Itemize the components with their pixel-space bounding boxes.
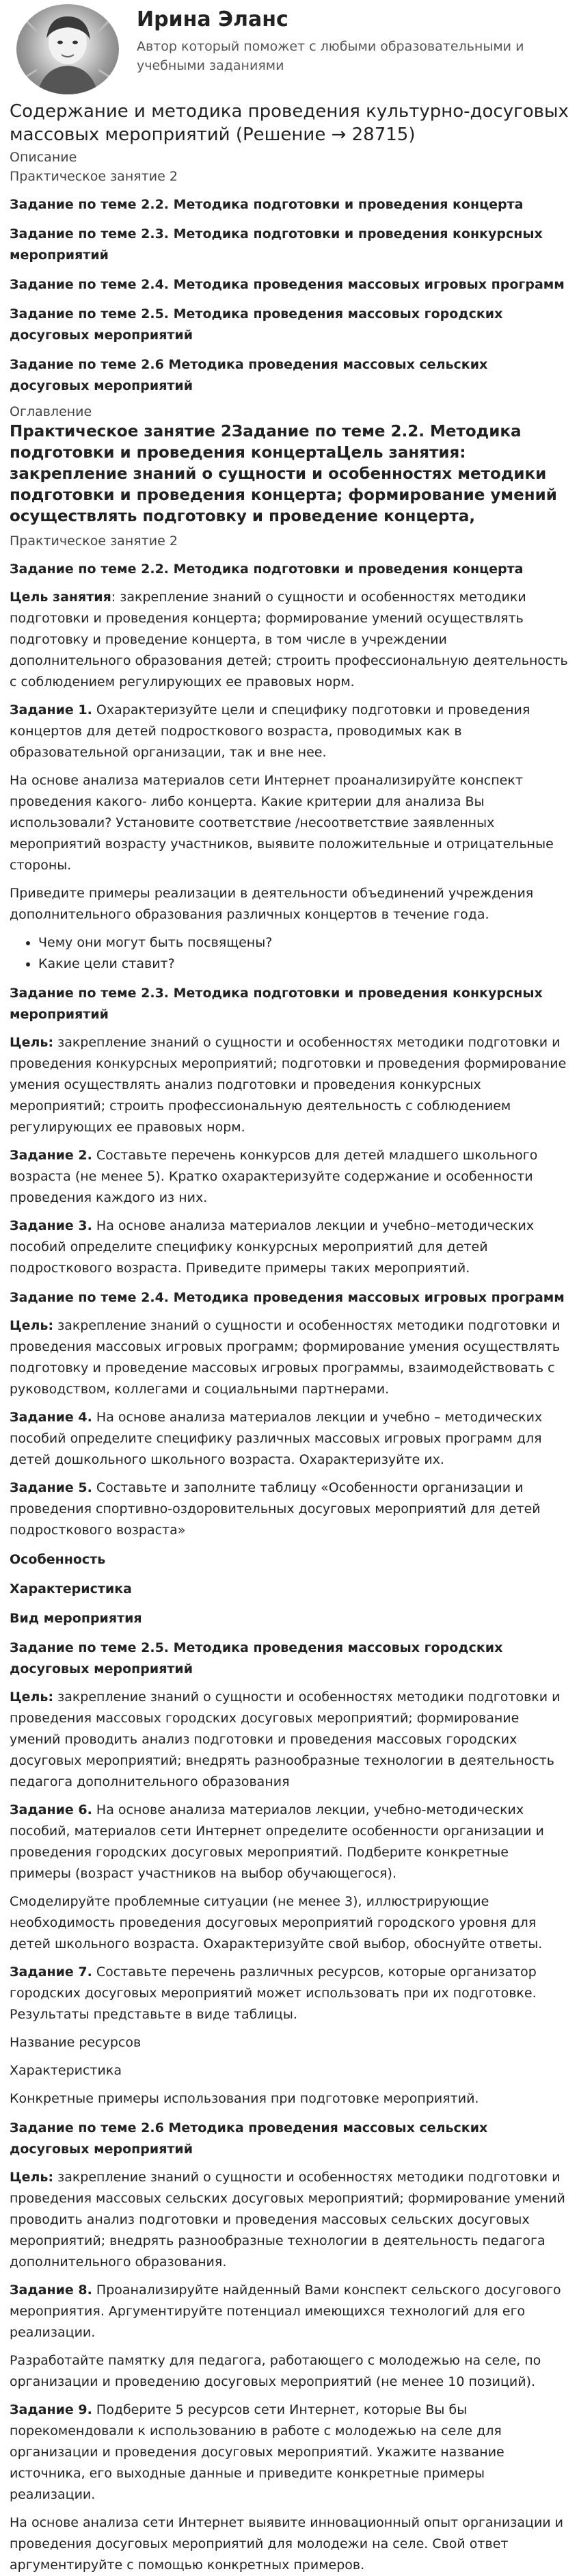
section-2-5-goal — [10, 1687, 569, 1793]
goal-text: закрепление знаний о сущности и особенностях методики подготовки и проведения конкурсных мероприятий; подготовки и проведения формирование умения осуществлять анализ подготовки и проведения конкурсных мероприятий; строить профессиональную деятельность с соблюдением регулирующих ее правовых норм. — [10, 1035, 567, 1135]
author-description: Автор который поможет с любыми образовательными и учебными заданиями — [137, 39, 524, 73]
author-name[interactable]: Ирина Эланс — [137, 8, 288, 31]
list-item: • Какие цели ставит? — [38, 954, 569, 975]
table-header-examples: Конкретные примеры использования при подготовке мероприятий. — [10, 2091, 479, 2106]
goal-text: закрепление знаний о сущности и особенностях методики подготовки и проведения массовых сельских досуговых мероприятий; формирование умений проводить анализ подготовки и проведения массовых сельских досуговых мероприятий; внедрять разнообразные технологии в деятельность педагога дополнительного образования. — [10, 2170, 565, 2270]
section-2-2-goal — [10, 587, 569, 693]
task-text: Охарактеризуйте цели и специфику подготовки и проведения концертов для детей подросткового возраста, проводимых как в образовательной организации, так и вне нее. — [10, 702, 530, 760]
goal-text: закрепление знаний о сущности и особенностях методики подготовки и проведения массовых городских досуговых мероприятий; формирование умений проводить анализ подготовки и проведения массовых городских досуговых мероприятий; внедрять разнообразные технологии в деятельность педагога дополнительного образования — [10, 1690, 561, 1789]
task-1 — [10, 700, 569, 763]
table-header-resource-name: Название ресурсов — [10, 2035, 142, 2050]
task-label: Задание 6. — [10, 1802, 92, 1817]
section-2-2-paragraph-1: На основе анализа материалов сети Интернет проанализируйте конспект проведения какого- либо концерта. Какие критерии для анализа Вы использовали? Установите соответствие /несоответствие заявленных мероприятий возрасту участников, выявите положительные и отрицательные стороны. — [10, 773, 554, 873]
task-text: Подберите 5 ресурсов сети Интернет, которые Вы бы порекомендовали к использованию в работе с молодежью на селе для организации и проведения досуговых мероприятий. Укажите название источника, его выходные данные и приведите конкретные примеры реализации. — [10, 2402, 504, 2502]
task-text: На основе анализа материалов лекции и учебно–методических пособий определите специфику конкурсных мероприятий для детей подросткового возраста. Приведите примеры таких мероприятий. — [10, 1218, 535, 1276]
task-6 — [10, 1800, 569, 1884]
intro-task-2-4: Задание по теме 2.4. Методика проведения массовых игровых программ — [10, 277, 565, 292]
goal-label: Цель: — [10, 1690, 54, 1705]
section-2-3-title: Задание по теме 2.3. Методика подготовки и проведения конкурсных мероприятий — [10, 986, 543, 1022]
goal-label: Цель занятия — [10, 590, 111, 605]
section-2-2-title: Задание по теме 2.2. Методика подготовки и проведения концерта — [10, 562, 524, 577]
practical-label: Практическое занятие 2 — [10, 169, 178, 184]
task-label: Задание 9. — [10, 2402, 92, 2417]
goal-label: Цель: — [10, 1318, 54, 1333]
intro-task-2-5: Задание по теме 2.5. Методика проведения массовых городских досуговых мероприятий — [10, 306, 503, 343]
goal-label: Цель: — [10, 1035, 54, 1050]
section-2-6-goal — [10, 2167, 569, 2273]
goal-label: Цель: — [10, 2170, 54, 2185]
section-2-2-paragraph-2: Приведите примеры реализации в деятельности объединений учреждения дополнительного образования различных концертов в течение года. — [10, 886, 534, 922]
intro-task-2-6: Задание по теме 2.6 Методика проведения массовых сельских досуговых мероприятий — [10, 357, 488, 393]
task-text: Составьте перечень различных ресурсов, которые организатор городских досуговых мероприятий может использовать при их подготовке. Результаты представьте в виде таблицы. — [10, 1964, 537, 2022]
goal-text: закрепление знаний о сущности и особенностях методики подготовки и проведения массовых игровых программ; формирование умения осуществлять подготовку и проведение массовых игровых программы, взаимодействовать с руководством, коллегами и социальными партнерами. — [10, 1318, 561, 1397]
task-label: Задание 1. — [10, 702, 92, 718]
intro-task-2-2: Задание по теме 2.2. Методика подготовки и проведения концерта — [10, 197, 524, 212]
section-2-6-paragraph-2: На основе анализа сети Интернет выявите инновационный опыт организации и проведения досуговых мероприятий для молодежи на селе. Свой ответ аргументируйте с помощью конкретных примеров. — [10, 2515, 564, 2573]
toc-label: Оглавление — [10, 404, 92, 419]
table-header-characteristic: Характеристика — [10, 1581, 132, 1596]
task-3 — [10, 1215, 569, 1279]
task-label: Задание 4. — [10, 1410, 92, 1425]
avatar-portrait-icon — [16, 4, 119, 94]
section-2-5-paragraph-1: Смоделируйте проблемные ситуации (не менее 3), иллюстрирующие необходимость проведения досуговых мероприятий городского уровня для детей школьного возраста. Охарактеризуйте свой выбор, обоснуйте ответы. — [10, 1894, 543, 1951]
table-header-feature: Особенность — [10, 1552, 106, 1567]
task-label: Задание 8. — [10, 2283, 92, 2298]
task-text: Составьте перечень конкурсов для детей младшего школьного возраста (не менее 5). Кратко охарактеризуйте содержание и особенности проведения каждого из них. — [10, 1148, 538, 1205]
section-2-6-title: Задание по теме 2.6 Методика проведения массовых сельских досуговых мероприятий — [10, 2120, 488, 2157]
task-label: Задание 2. — [10, 1148, 92, 1163]
author-avatar[interactable] — [16, 4, 119, 94]
task-text: На основе анализа материалов лекции и учебно – методических пособий определите специфику различных массовых игровых программ для детей дошкольного школьного возраста. Охарактеризуйте их. — [10, 1410, 543, 1467]
section-2-3-goal — [10, 1032, 569, 1138]
table-header-characteristic: Характеристика — [10, 2063, 122, 2078]
task-text: На основе анализа материалов лекции, учебно-методических пособий, материалов сети Интернет определите особенности организации и проведения городских досуговых мероприятий. Подберите конкретные примеры (возраст участников на выбор обучающегося). — [10, 1802, 544, 1881]
task-text: Составьте и заполните таблицу «Особенности организации и проведения спортивно-оздоровительных досуговых мероприятий для детей подросткового возраста» — [10, 1480, 541, 1538]
intro-task-2-3: Задание по теме 2.3. Методика подготовки и проведения конкурсных мероприятий — [10, 226, 543, 263]
section-2-4-goal — [10, 1315, 569, 1400]
task-text: Проанализируйте найденный Вами конспект сельского досугового мероприятия. Аргументируйте потенциал имеющихся технологий для его реализации. — [10, 2283, 561, 2340]
task-label: Задание 3. — [10, 1218, 92, 1233]
section-2-6-paragraph-1: Разработайте памятку для педагога, работающего с молодежью на селе, по организации и проведению досуговых мероприятий (не менее 10 позиций). — [10, 2353, 541, 2389]
task-4 — [10, 1407, 569, 1471]
description-label: Описание — [10, 150, 77, 165]
section-2-2-bullet-list — [10, 932, 569, 975]
task-2 — [10, 1145, 569, 1209]
task-7 — [10, 1962, 569, 2025]
task-8 — [10, 2280, 569, 2343]
section-2-5-title: Задание по теме 2.5. Методика проведения массовых городских досуговых мероприятий — [10, 1640, 503, 1677]
section-2-4-title: Задание по теме 2.4. Методика проведения массовых игровых программ — [10, 1290, 565, 1305]
author-card — [10, 0, 569, 100]
task-5 — [10, 1477, 569, 1541]
list-item: • Чему они могут быть посвящены? — [38, 932, 569, 954]
page-title: Содержание и методика проведения культурно-досуговых массовых мероприятий (Решение → 28715) — [10, 101, 569, 145]
practical-label-2: Практическое занятие 2 — [10, 534, 178, 549]
task-9 — [10, 2400, 569, 2506]
table-header-event-type: Вид мероприятия — [10, 1611, 142, 1626]
goal-text: : закрепление знаний о сущности и особенностях методики подготовки и проведения концерта; формирование умений осуществлять подготовку и проведение концерта, в том числе в учреждении дополнительного образования детей; строить профессиональную деятельность с соблюдением регулирующих ее правовых норм. — [10, 590, 568, 689]
toc-title: Практическое занятие 2Задание по теме 2.2. Методика подготовки и проведения концертаЦель занятия: закрепление знаний о сущности и особенностях методики подготовки и проведения концерта; формирование умений осуществлять подготовку и проведение концерта, — [10, 423, 557, 525]
task-label: Задание 7. — [10, 1964, 92, 1980]
task-label: Задание 5. — [10, 1480, 92, 1495]
